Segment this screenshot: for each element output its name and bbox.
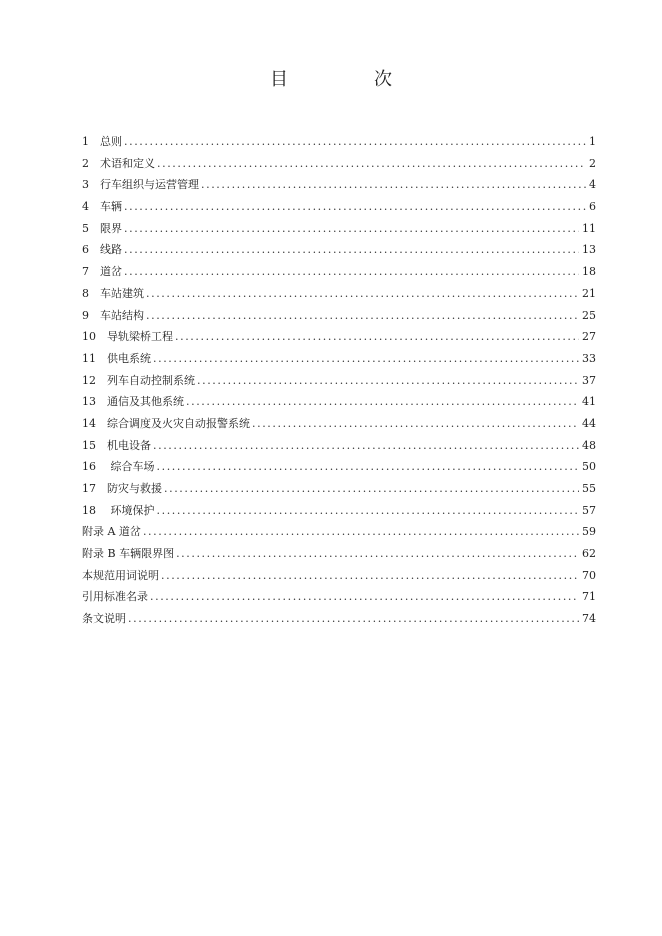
toc-entry-page: 4 bbox=[589, 178, 596, 192]
toc-entry-label: 1 总则 bbox=[82, 135, 122, 148]
toc-entry-label: 18 环境保护 bbox=[82, 503, 155, 517]
dot-leader bbox=[157, 456, 580, 478]
toc-entry-label: 15 机电设备 bbox=[82, 438, 151, 452]
toc-entry-page: 13 bbox=[582, 243, 596, 257]
toc-entry[interactable] bbox=[82, 543, 596, 565]
dot-leader bbox=[157, 500, 580, 522]
dot-leader bbox=[143, 521, 579, 543]
toc-entry[interactable] bbox=[82, 565, 596, 587]
toc-entry[interactable] bbox=[82, 500, 596, 522]
toc-entry-label: 4 车辆 bbox=[82, 200, 122, 214]
toc-entry[interactable] bbox=[82, 305, 596, 327]
dot-leader bbox=[157, 153, 586, 175]
toc-entry-page: 25 bbox=[582, 308, 596, 322]
toc-entry[interactable] bbox=[82, 348, 596, 370]
toc-entry-page: 2 bbox=[589, 156, 596, 170]
toc-entry-page: 6 bbox=[589, 200, 596, 214]
toc-entry[interactable] bbox=[82, 586, 596, 608]
dot-leader bbox=[186, 391, 579, 413]
dot-leader bbox=[146, 283, 579, 305]
toc-entry[interactable] bbox=[82, 283, 596, 305]
dot-leader bbox=[146, 305, 579, 327]
toc-entry-page: 44 bbox=[582, 416, 596, 430]
toc-entry-page: 74 bbox=[582, 612, 596, 626]
toc-entry[interactable] bbox=[82, 608, 596, 630]
toc-entry-page: 71 bbox=[582, 590, 596, 604]
dot-leader bbox=[124, 261, 579, 283]
toc-entry-label: 条文说明 bbox=[82, 612, 126, 626]
toc-entry-label: 本规范用词说明 bbox=[82, 568, 159, 582]
toc-entry-page: 21 bbox=[582, 286, 596, 300]
toc-entry-page: 33 bbox=[582, 351, 596, 365]
toc-entry-label: 8 车站建筑 bbox=[82, 286, 144, 300]
dot-leader bbox=[201, 174, 586, 196]
dot-leader bbox=[197, 370, 579, 392]
toc-entry[interactable] bbox=[82, 153, 596, 175]
dot-leader bbox=[124, 131, 586, 153]
toc-entry-label: 引用标准名录 bbox=[82, 590, 148, 604]
dot-leader bbox=[161, 565, 579, 587]
toc-entry[interactable] bbox=[82, 261, 596, 283]
toc-entry[interactable] bbox=[82, 478, 596, 500]
toc-entry-label: 12 列车自动控制系统 bbox=[82, 373, 195, 387]
toc-entry-label: 3 行车组织与运营管理 bbox=[82, 178, 199, 192]
toc-entry[interactable] bbox=[82, 218, 596, 240]
toc-entry[interactable] bbox=[82, 239, 596, 261]
toc-entry-page: 57 bbox=[582, 503, 596, 517]
toc-entry[interactable] bbox=[82, 196, 596, 218]
toc-entry-label: 6 线路 bbox=[82, 243, 122, 257]
toc-entry-page: 48 bbox=[582, 438, 596, 452]
toc-entry-label: 2 术语和定义 bbox=[82, 156, 155, 170]
dot-leader bbox=[150, 586, 579, 608]
dot-leader bbox=[153, 435, 579, 457]
toc-entry-label: 7 道岔 bbox=[82, 265, 122, 279]
toc-entry[interactable] bbox=[82, 326, 596, 348]
toc-entry[interactable] bbox=[82, 413, 596, 435]
toc-entry-page: 1 bbox=[589, 135, 596, 148]
toc-entry[interactable] bbox=[82, 521, 596, 543]
dot-leader bbox=[252, 413, 579, 435]
dot-leader bbox=[128, 608, 579, 630]
dot-leader bbox=[175, 326, 579, 348]
toc-entry[interactable] bbox=[82, 435, 596, 457]
dot-leader bbox=[153, 348, 579, 370]
toc-entry[interactable] bbox=[82, 131, 596, 153]
dot-leader bbox=[124, 196, 586, 218]
dot-leader bbox=[164, 478, 579, 500]
toc-entry-label: 5 限界 bbox=[82, 221, 122, 235]
toc-entry-label: 9 车站结构 bbox=[82, 308, 144, 322]
toc-entry-page: 50 bbox=[582, 460, 596, 474]
dot-leader bbox=[176, 543, 579, 565]
toc-entry-label: 17 防灾与救援 bbox=[82, 482, 162, 495]
toc-entry-page: 62 bbox=[582, 547, 596, 561]
toc-entry-page: 55 bbox=[582, 482, 596, 495]
toc-entry-label: 附录 A 道岔 bbox=[82, 525, 141, 539]
toc-entry[interactable] bbox=[82, 456, 596, 478]
toc-entry-page: 41 bbox=[582, 395, 596, 409]
toc-entry[interactable] bbox=[82, 391, 596, 413]
toc-entry-page: 59 bbox=[582, 525, 596, 539]
toc-entry-label: 10 导轨梁桥工程 bbox=[82, 330, 173, 344]
toc-entry-label: 11 供电系统 bbox=[82, 351, 151, 365]
toc-entry-label: 13 通信及其他系统 bbox=[82, 395, 184, 409]
toc-entry-page: 70 bbox=[582, 568, 596, 582]
toc-entry-page: 11 bbox=[582, 221, 596, 235]
toc-entry[interactable] bbox=[82, 174, 596, 196]
toc-entry[interactable] bbox=[82, 370, 596, 392]
toc-entry-page: 27 bbox=[582, 330, 596, 344]
table-of-contents bbox=[82, 131, 596, 630]
toc-entry-label: 附录 B 车辆限界图 bbox=[82, 547, 175, 561]
toc-entry-label: 16 综合车场 bbox=[82, 460, 155, 474]
dot-leader bbox=[124, 239, 579, 261]
page-title: 目 次 bbox=[270, 69, 426, 90]
dot-leader bbox=[124, 218, 579, 240]
toc-entry-label: 14 综合调度及火灾自动报警系统 bbox=[82, 416, 250, 430]
toc-entry-page: 18 bbox=[582, 265, 596, 279]
toc-entry-page: 37 bbox=[582, 373, 596, 387]
